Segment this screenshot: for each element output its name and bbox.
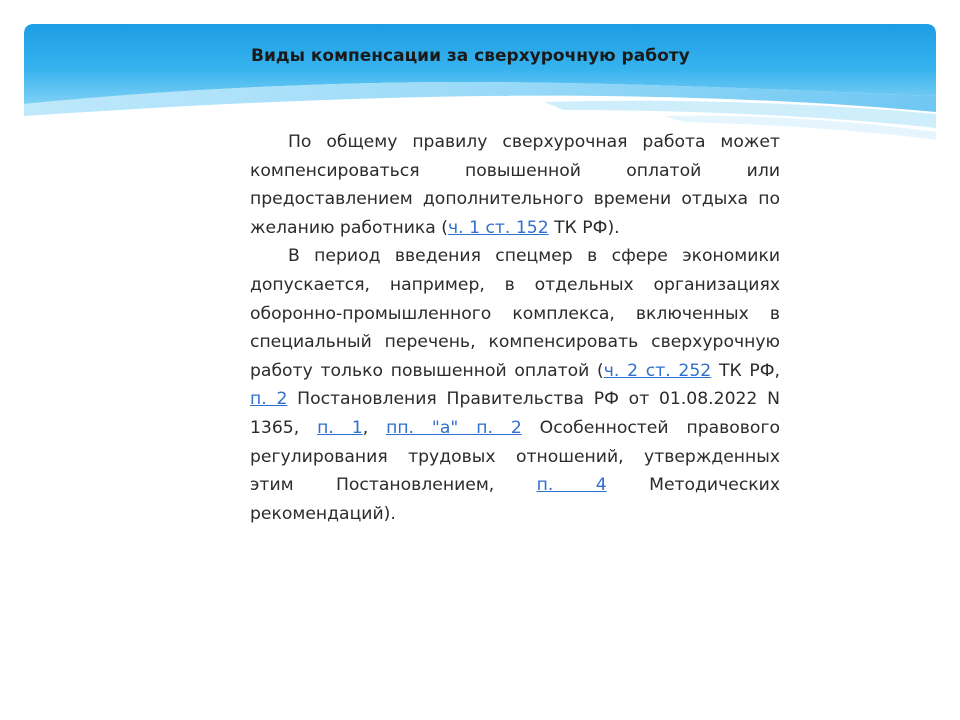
header-wave-graphic [24,24,936,140]
paragraph2-text-2: ТК РФ, [711,360,780,381]
link-features-p1[interactable]: п. 1 [317,417,363,438]
body-text [250,128,780,528]
paragraph2-text-4: , [362,417,387,438]
header-band [24,24,936,140]
paragraph1-text-before: По общему правилу сверхурочная работа может компенсироваться повышенной оплатой или предоставлением дополнительного времени отдыха по желанию работника ( [250,132,780,238]
paragraph-general-rule [250,128,780,242]
slide-title: Виды компенсации за сверхурочную работу [251,46,690,66]
link-recommendations-p4[interactable]: п. 4 [536,475,607,496]
paragraph-special-measures [250,242,780,528]
paragraph2-text-1: В период введения спецмер в сфере экономики допускается, например, в отдельных организациях оборонно-промышленного комплекса, включенных в специальный перечень, компенсировать сверхурочную работу только повышенной оплатой ( [250,246,780,381]
paragraph2-text-5: Особенностей правового регулирования трудовых отношений, утвержденных этим Постановлением, [250,417,780,496]
link-art152-part1[interactable]: ч. 1 ст. 152 [447,217,549,238]
link-resolution-p2[interactable]: п. 2 [250,389,288,410]
link-features-pp-a-p2[interactable]: пп. "а" п. 2 [386,417,522,438]
link-art252-part2[interactable]: ч. 2 ст. 252 [603,360,712,381]
paragraph1-text-after: ТК РФ). [548,217,620,238]
paragraph2-text-6: Методических рекомендаций). [250,475,781,524]
paragraph2-text-3: Постановления Правительства РФ от 01.08.2022 N 1365, [250,389,780,438]
